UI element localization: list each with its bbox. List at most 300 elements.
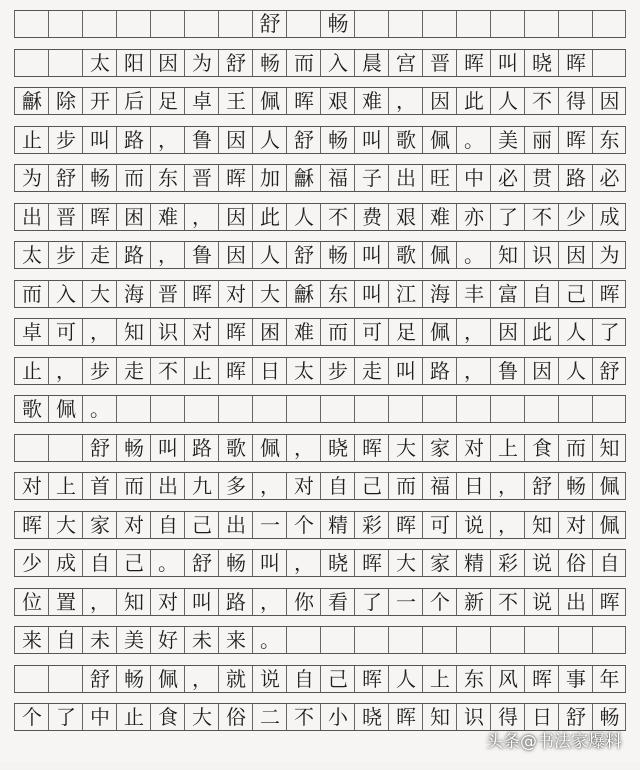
grid-cell: 路 (558, 165, 592, 191)
grid-cell: 风 (490, 666, 524, 692)
grid-cell: 止 (116, 704, 150, 730)
grid-cell: 而 (116, 165, 150, 191)
grid-cell: 畅 (320, 11, 354, 37)
grid-cell: 彩 (490, 550, 524, 576)
grid-cell (558, 11, 592, 37)
essay-row (14, 87, 626, 115)
grid-cell: 自 (150, 512, 184, 538)
grid-cell (524, 396, 558, 422)
grid-cell: 中 (456, 165, 490, 191)
grid-cell (490, 627, 524, 653)
grid-cell: 不 (524, 204, 558, 230)
grid-cell: 止 (14, 358, 48, 384)
grid-cell: 路 (422, 358, 456, 384)
grid-cell: 出 (14, 204, 48, 230)
essay-row (14, 588, 626, 616)
grid-cell: ， (252, 473, 286, 499)
grid-cell: 晓 (320, 550, 354, 576)
grid-cell: 知 (524, 512, 558, 538)
grid-cell: ， (150, 242, 184, 268)
grid-cell: 晖 (592, 589, 626, 615)
grid-cell: 加 (252, 165, 286, 191)
grid-cell: 步 (48, 242, 82, 268)
grid-cell: 不 (490, 589, 524, 615)
grid-cell: 出 (150, 473, 184, 499)
grid-cell: 路 (184, 435, 218, 461)
grid-cell: ， (184, 204, 218, 230)
grid-cell: 人 (490, 88, 524, 114)
grid-cell: 来 (14, 627, 48, 653)
grid-cell: 旺 (422, 165, 456, 191)
grid-cell: 。 (82, 396, 116, 422)
grid-cell: 个 (286, 512, 320, 538)
grid-cell: 了 (48, 704, 82, 730)
grid-cell: 路 (116, 242, 150, 268)
grid-cell (286, 627, 320, 653)
grid-cell: 晋 (184, 165, 218, 191)
grid-cell: 因 (422, 88, 456, 114)
grid-cell: 佩 (252, 88, 286, 114)
grid-cell: 丽 (524, 127, 558, 153)
grid-cell (422, 396, 456, 422)
grid-cell: 你 (286, 589, 320, 615)
grid-cell: 走 (116, 358, 150, 384)
grid-cell: 出 (388, 165, 422, 191)
grid-cell: 自 (82, 550, 116, 576)
grid-cell: 此 (524, 319, 558, 345)
grid-cell: 而 (558, 435, 592, 461)
grid-cell: 一 (252, 512, 286, 538)
manuscript-grid (14, 10, 626, 770)
grid-cell (218, 11, 252, 37)
grid-cell: 识 (524, 242, 558, 268)
grid-cell: 畅 (82, 165, 116, 191)
grid-cell: 出 (218, 512, 252, 538)
grid-cell: 入 (320, 50, 354, 76)
grid-cell: 歌 (388, 127, 422, 153)
grid-cell: ， (150, 127, 184, 153)
grid-cell: 足 (150, 88, 184, 114)
grid-cell: ， (456, 358, 490, 384)
grid-cell: ， (252, 589, 286, 615)
grid-cell: 己 (184, 512, 218, 538)
grid-cell: 大 (82, 281, 116, 307)
grid-cell: 太 (286, 358, 320, 384)
grid-cell: 晓 (354, 704, 388, 730)
grid-cell: 步 (320, 358, 354, 384)
grid-cell: 江 (388, 281, 422, 307)
grid-cell: 晋 (150, 281, 184, 307)
grid-cell: 开 (82, 88, 116, 114)
grid-cell: 知 (116, 589, 150, 615)
grid-cell: 必 (490, 165, 524, 191)
grid-cell (592, 396, 626, 422)
essay-row (14, 203, 626, 231)
grid-cell: 成 (48, 550, 82, 576)
essay-row (14, 549, 626, 577)
grid-cell: ， (388, 88, 422, 114)
grid-cell: 晋 (422, 50, 456, 76)
grid-cell: 此 (456, 88, 490, 114)
grid-cell (184, 396, 218, 422)
grid-cell: 费 (354, 204, 388, 230)
grid-cell: 入 (48, 281, 82, 307)
grid-cell (388, 627, 422, 653)
grid-cell: 晖 (388, 512, 422, 538)
grid-cell (354, 396, 388, 422)
grid-cell: 艰 (320, 88, 354, 114)
grid-cell: 彩 (354, 512, 388, 538)
grid-cell: 舒 (184, 550, 218, 576)
grid-cell (14, 50, 48, 76)
grid-cell: 自 (286, 666, 320, 692)
grid-cell: 置 (48, 589, 82, 615)
grid-cell: 好 (150, 627, 184, 653)
grid-cell: 止 (184, 358, 218, 384)
grid-cell (48, 11, 82, 37)
grid-cell: 己 (354, 473, 388, 499)
grid-cell: 多 (218, 473, 252, 499)
grid-cell: 上 (422, 666, 456, 692)
grid-cell: 己 (116, 550, 150, 576)
grid-cell: 歌 (14, 396, 48, 422)
grid-cell: ， (82, 589, 116, 615)
grid-cell: ， (286, 550, 320, 576)
grid-cell: 晖 (524, 666, 558, 692)
grid-cell: 了 (354, 589, 388, 615)
grid-cell: 。 (456, 127, 490, 153)
title-row (14, 10, 626, 38)
grid-cell: 佩 (422, 319, 456, 345)
grid-cell (150, 11, 184, 37)
grid-cell: 不 (524, 88, 558, 114)
grid-cell: 年 (592, 666, 626, 692)
grid-cell: ， (490, 512, 524, 538)
grid-cell (422, 627, 456, 653)
grid-cell: 晓 (320, 435, 354, 461)
grid-cell: 个 (422, 589, 456, 615)
grid-cell: 上 (48, 473, 82, 499)
grid-cell: 海 (116, 281, 150, 307)
essay-row (14, 241, 626, 269)
grid-cell: 太 (14, 242, 48, 268)
grid-cell: 日 (456, 473, 490, 499)
grid-cell: 对 (150, 589, 184, 615)
grid-cell: 一 (388, 589, 422, 615)
grid-cell: 为 (14, 165, 48, 191)
grid-cell: 走 (82, 242, 116, 268)
grid-cell: 此 (252, 204, 286, 230)
grid-cell: 看 (320, 589, 354, 615)
grid-cell: 日 (524, 704, 558, 730)
grid-cell: ， (48, 358, 82, 384)
grid-cell: 歌 (388, 242, 422, 268)
grid-cell: 因 (490, 319, 524, 345)
grid-cell: 得 (558, 88, 592, 114)
essay-row (14, 395, 626, 423)
grid-cell: 自 (592, 550, 626, 576)
grid-cell: 畅 (116, 435, 150, 461)
grid-cell: 了 (592, 319, 626, 345)
grid-cell: 福 (422, 473, 456, 499)
grid-cell: 因 (218, 204, 252, 230)
grid-cell: 歌 (218, 435, 252, 461)
grid-cell: 少 (14, 550, 48, 576)
grid-cell: 贯 (524, 165, 558, 191)
grid-cell: 而 (388, 473, 422, 499)
grid-cell: 必 (592, 165, 626, 191)
grid-cell: 成 (592, 204, 626, 230)
grid-cell (116, 11, 150, 37)
grid-cell: 对 (116, 512, 150, 538)
grid-cell: 足 (388, 319, 422, 345)
grid-cell: 龢 (286, 165, 320, 191)
grid-cell: 人 (388, 666, 422, 692)
essay-row (14, 511, 626, 539)
grid-cell: 畅 (558, 473, 592, 499)
grid-cell: 止 (14, 127, 48, 153)
grid-cell: 鲁 (490, 358, 524, 384)
grid-cell: 说 (524, 589, 558, 615)
grid-cell: ， (490, 473, 524, 499)
grid-cell: 亦 (456, 204, 490, 230)
grid-cell: 畅 (320, 127, 354, 153)
grid-cell: 美 (116, 627, 150, 653)
grid-cell: 晖 (218, 319, 252, 345)
grid-cell (558, 627, 592, 653)
grid-cell (354, 627, 388, 653)
grid-cell: 说 (456, 512, 490, 538)
grid-cell: 家 (422, 435, 456, 461)
grid-cell: 而 (14, 281, 48, 307)
grid-cell: 。 (456, 242, 490, 268)
grid-cell (592, 627, 626, 653)
grid-cell: 晋 (48, 204, 82, 230)
grid-cell: ， (184, 666, 218, 692)
grid-cell: 俗 (558, 550, 592, 576)
grid-cell: 佩 (422, 242, 456, 268)
grid-cell: 人 (252, 127, 286, 153)
grid-cell (14, 435, 48, 461)
grid-cell: 宫 (388, 50, 422, 76)
grid-cell: 上 (490, 435, 524, 461)
grid-cell: 步 (48, 127, 82, 153)
grid-cell: 丰 (456, 281, 490, 307)
grid-cell: 精 (320, 512, 354, 538)
grid-cell: 佩 (592, 512, 626, 538)
grid-cell: 食 (150, 704, 184, 730)
grid-cell: 晖 (388, 704, 422, 730)
grid-cell: 因 (592, 88, 626, 114)
grid-cell: 叫 (388, 358, 422, 384)
grid-cell: 叫 (354, 281, 388, 307)
grid-cell: 精 (456, 550, 490, 576)
grid-cell (218, 396, 252, 422)
grid-cell: 鲁 (184, 242, 218, 268)
grid-cell: 新 (456, 589, 490, 615)
grid-cell (48, 50, 82, 76)
grid-cell: 知 (116, 319, 150, 345)
grid-cell: 晖 (218, 358, 252, 384)
grid-cell (456, 11, 490, 37)
grid-cell: 卓 (184, 88, 218, 114)
grid-cell: 对 (14, 473, 48, 499)
grid-cell: 后 (116, 88, 150, 114)
grid-cell: 舒 (82, 666, 116, 692)
grid-cell (456, 396, 490, 422)
grid-cell: ， (286, 435, 320, 461)
grid-cell: 叫 (354, 127, 388, 153)
grid-cell: 对 (558, 512, 592, 538)
grid-cell: 来 (218, 627, 252, 653)
grid-cell: 难 (286, 319, 320, 345)
grid-cell: 大 (48, 512, 82, 538)
grid-cell: 佩 (150, 666, 184, 692)
grid-cell: 晖 (354, 666, 388, 692)
grid-cell: 阳 (116, 50, 150, 76)
grid-cell (490, 396, 524, 422)
grid-cell: 舒 (48, 165, 82, 191)
grid-cell: 叫 (354, 242, 388, 268)
grid-cell: 难 (422, 204, 456, 230)
grid-cell (524, 11, 558, 37)
grid-cell: 自 (320, 473, 354, 499)
grid-cell (184, 11, 218, 37)
grid-cell: 美 (490, 127, 524, 153)
grid-cell: 舒 (252, 11, 286, 37)
grid-cell: 叫 (150, 435, 184, 461)
grid-cell (490, 11, 524, 37)
grid-cell: 不 (320, 204, 354, 230)
grid-cell (286, 396, 320, 422)
grid-cell: 叫 (252, 550, 286, 576)
grid-cell: 为 (592, 242, 626, 268)
grid-cell: 人 (558, 358, 592, 384)
grid-cell (116, 396, 150, 422)
grid-cell: 而 (320, 319, 354, 345)
grid-cell: 佩 (252, 435, 286, 461)
grid-cell: 俗 (218, 704, 252, 730)
grid-cell: 识 (150, 319, 184, 345)
grid-cell: 路 (116, 127, 150, 153)
grid-cell: 龢 (286, 281, 320, 307)
grid-cell: 舒 (82, 435, 116, 461)
grid-cell: 路 (218, 589, 252, 615)
grid-cell: 为 (184, 50, 218, 76)
grid-cell: 对 (456, 435, 490, 461)
grid-cell (252, 396, 286, 422)
grid-cell (150, 396, 184, 422)
grid-cell: 因 (524, 358, 558, 384)
grid-cell: 叫 (490, 50, 524, 76)
grid-cell (422, 11, 456, 37)
grid-cell: 因 (150, 50, 184, 76)
grid-cell: 识 (456, 704, 490, 730)
grid-cell (456, 627, 490, 653)
grid-cell: 就 (218, 666, 252, 692)
grid-cell: 舒 (286, 242, 320, 268)
watermark: 头条@书法家爆料 (486, 732, 622, 752)
grid-cell: 晖 (558, 50, 592, 76)
grid-cell: 未 (184, 627, 218, 653)
grid-cell: 二 (252, 704, 286, 730)
grid-cell: 未 (82, 627, 116, 653)
essay-row (14, 665, 626, 693)
grid-cell (354, 11, 388, 37)
grid-cell: 晓 (524, 50, 558, 76)
grid-cell: 人 (286, 204, 320, 230)
grid-cell: 难 (354, 88, 388, 114)
essay-row (14, 280, 626, 308)
grid-cell: 畅 (116, 666, 150, 692)
grid-cell: 东 (456, 666, 490, 692)
grid-cell: 子 (354, 165, 388, 191)
grid-cell: 知 (422, 704, 456, 730)
grid-cell: 自 (48, 627, 82, 653)
grid-cell: 海 (422, 281, 456, 307)
essay-row (14, 357, 626, 385)
grid-cell: 舒 (592, 358, 626, 384)
grid-cell: 而 (116, 473, 150, 499)
grid-cell: 舒 (524, 473, 558, 499)
grid-cell: 人 (558, 319, 592, 345)
grid-cell (14, 666, 48, 692)
grid-cell: 对 (218, 281, 252, 307)
grid-cell: 晖 (354, 550, 388, 576)
grid-cell: 知 (490, 242, 524, 268)
grid-cell (48, 666, 82, 692)
grid-cell: 龢 (14, 88, 48, 114)
grid-cell: 可 (48, 319, 82, 345)
essay-row (14, 164, 626, 192)
grid-cell: 少 (558, 204, 592, 230)
grid-cell: 大 (388, 435, 422, 461)
grid-cell: 难 (150, 204, 184, 230)
grid-cell: 舒 (218, 50, 252, 76)
grid-cell: 舒 (558, 704, 592, 730)
grid-cell: 困 (116, 204, 150, 230)
grid-cell (82, 11, 116, 37)
grid-cell: 晨 (354, 50, 388, 76)
grid-cell: 说 (252, 666, 286, 692)
grid-cell (388, 396, 422, 422)
grid-cell: 东 (320, 281, 354, 307)
grid-cell: 。 (150, 550, 184, 576)
essay-row (14, 472, 626, 500)
grid-cell: 福 (320, 165, 354, 191)
grid-cell: 己 (558, 281, 592, 307)
grid-cell: 走 (354, 358, 388, 384)
grid-cell: 对 (286, 473, 320, 499)
grid-cell: 晖 (354, 435, 388, 461)
grid-cell: 位 (14, 589, 48, 615)
essay-row (14, 318, 626, 346)
grid-cell: 自 (524, 281, 558, 307)
grid-cell: 晖 (456, 50, 490, 76)
essay-row (14, 626, 626, 654)
grid-cell: 出 (558, 589, 592, 615)
grid-cell: 了 (490, 204, 524, 230)
grid-cell (320, 396, 354, 422)
grid-cell (558, 396, 592, 422)
grid-cell: 晖 (14, 512, 48, 538)
grid-cell: 叫 (184, 589, 218, 615)
grid-cell: 。 (252, 627, 286, 653)
grid-cell (388, 11, 422, 37)
grid-cell: 除 (48, 88, 82, 114)
grid-cell: 对 (184, 319, 218, 345)
grid-cell: 畅 (218, 550, 252, 576)
